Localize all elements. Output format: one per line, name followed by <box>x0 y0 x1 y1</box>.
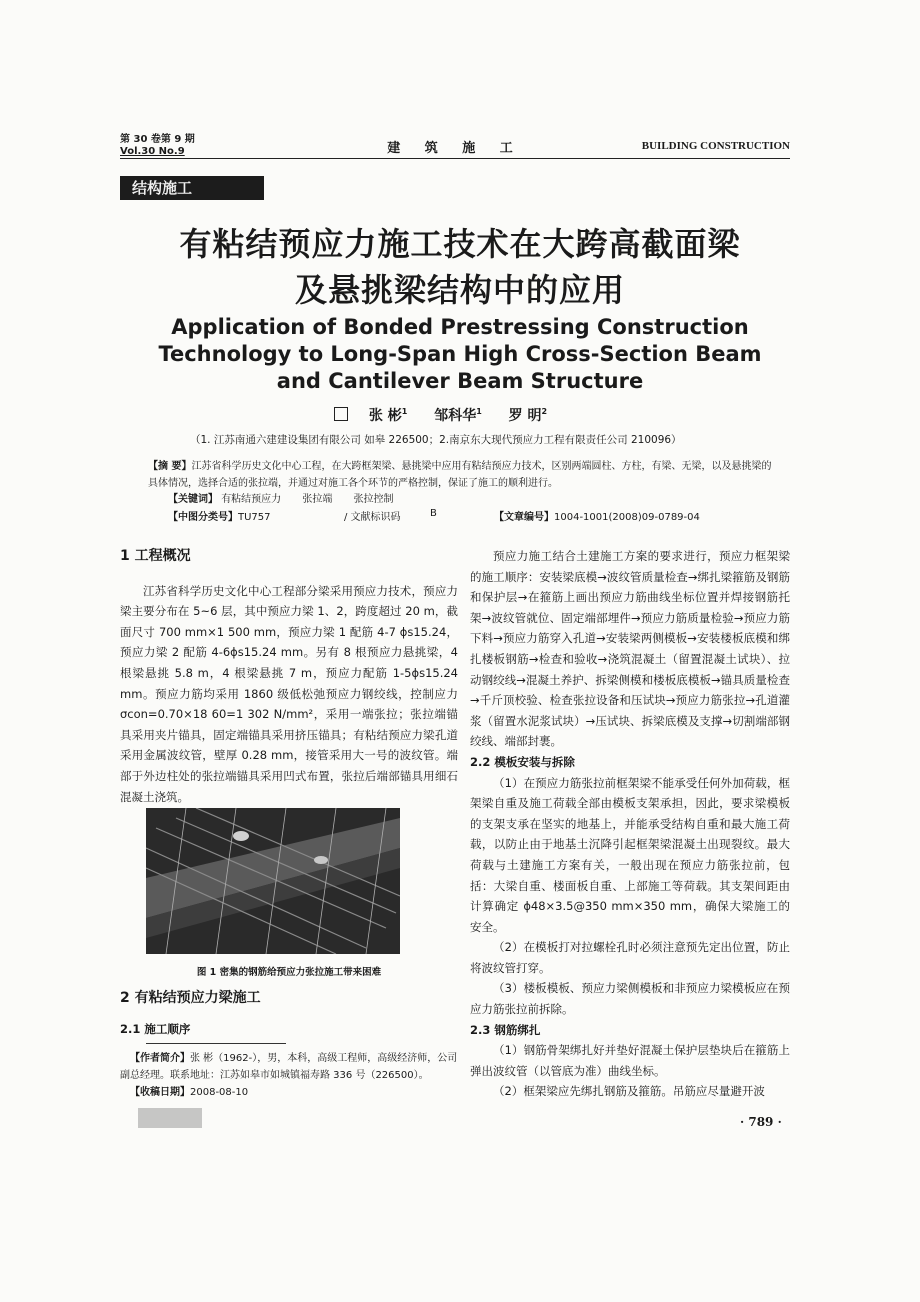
author-sup: 1 <box>476 407 482 417</box>
affiliation: （1. 江苏南通六建建设集团有限公司 如皋 226500；2.南京东大现代预应力工程有限责任公司 210096） <box>190 434 682 446</box>
header-rule <box>120 158 790 159</box>
title-zh-line2: 及悬挑梁结构中的应用 <box>294 271 625 309</box>
abstract <box>148 458 778 492</box>
title-en-line1: Application of Bonded Prestressing Construction <box>171 315 749 339</box>
volume-info <box>120 134 195 158</box>
journal-name-zh: 建 筑 施 工 <box>387 141 523 156</box>
author-name: 张 彬 <box>368 408 402 424</box>
footnote <box>120 1050 458 1101</box>
section-1-heading: 1 工程概况 <box>120 548 191 564</box>
received-label: 【收稿日期】 <box>130 1087 190 1098</box>
doc-code-label: / 文献标识码 <box>344 512 401 523</box>
formwork-paragraph-1: （1）在预应力筋张拉前框架梁不能承受任何外加荷载，框架梁自重及施工荷载全部由模板支架承担，因此，要求梁模板的支架支承在坚实的地基上，并能承受结构自重和最大施工荷载，以防止由于地基土沉降引起框架梁混凝土出现裂纹。最大荷载与土建施工方案有关，一般出现在预应力筋张拉前，包括：大梁自重、楼面板自重、上部施工等荷载。其支架间距由计算确定 ϕ48×3.5@350 mm×350 mm，确保大梁施工的安全。 <box>470 775 790 934</box>
volume-en: Vol.30 No.9 <box>120 146 185 157</box>
keyword: 张拉控制 <box>353 494 394 505</box>
keywords <box>168 490 412 505</box>
rebar-paragraph-2: （2）框架梁应先绑扎钢筋及箍筋。吊筋应尽量避开波 <box>493 1084 765 1099</box>
figure-1-caption: 图 1 密集的钢筋给预应力张拉施工带来困难 <box>196 967 382 978</box>
keyword: 有粘结预应力 <box>221 494 282 505</box>
bio-label: 【作者简介】 <box>130 1053 190 1064</box>
rebar-paragraph-1: （1）钢筋骨架绑扎好并垫好混凝土保护层垫块后在箍筋上弹出波纹管（以管底为准）曲线坐标。 <box>470 1043 790 1078</box>
left-column <box>120 546 458 807</box>
section-2-heading: 2 有粘结预应力梁施工 <box>120 990 261 1006</box>
abstract-text: 江苏省科学历史文化中心工程，在大跨框架梁、悬挑梁中应用有粘结预应力技术，区别两端圆柱、方柱，有梁、无梁，以及悬挑梁的具体情况，选择合适的张拉端，并通过对施工各个环节的严格控制，保证了施工的顺利进行。 <box>148 461 772 489</box>
section-1-paragraph: 江苏省科学历史文化中心工程部分梁采用预应力技术，预应力梁主要分布在 5~6 层，其中预应力梁 1、2，跨度超过 20 m，截面尺寸 700 mm×1 500 mm，预应力梁 1 配筋 4-7 ϕs15.24，预应力梁 2 配筋 4-6ϕs15.24 mm。另有 8 根预应力悬挑梁，4 根梁悬挑 5.8 m，4 根梁悬挑 7 m，预应力配筋 1-5ϕs15.24 mm。预应力筋均采用 1860 级低松弛预应力钢绞线，控制应力 σcon=0.70×18 60=1 302 N/mm²，采用一端张拉；张拉端锚具采用夹片锚具，固定端锚具采用挤压锚具；有粘结预应力梁孔道采用金属波纹管，壁厚 0.28 mm，接管采用大一号的波纹管。端部于外边柱处的张拉端锚具采用凹式布置，张拉后端部锚具用细石混凝土浇筑。 <box>120 583 458 804</box>
journal-name-en: BUILDING CONSTRUCTION <box>641 140 790 152</box>
section-tag: 结构施工 <box>120 176 264 200</box>
title-zh-line1: 有粘结预应力施工技术在大跨高截面梁 <box>179 225 741 263</box>
article-number: 【文章编号】1004-1001(2008)09-0789-04 <box>494 512 700 523</box>
keywords-label: 【关键词】 <box>168 494 218 505</box>
keyword: 张拉端 <box>302 494 333 505</box>
volume-zh: 第 30 卷第 9 期 <box>120 134 195 145</box>
right-column <box>470 546 790 1102</box>
page-number: · 789 · <box>740 1115 782 1129</box>
rebar-photo-icon <box>146 808 400 954</box>
clc-number: 【中图分类号】TU757 <box>168 512 271 523</box>
abstract-label: 【摘 要】 <box>148 461 192 472</box>
section-2-block <box>120 988 458 1039</box>
author-name: 罗 明 <box>508 408 542 424</box>
subsection-2-1-heading: 2.1 施工顺序 <box>120 1021 191 1036</box>
received-date: 2008-08-10 <box>190 1087 249 1098</box>
title-en-line2: Technology to Long-Span High Cross-Section Beam <box>158 342 762 366</box>
construction-sequence-paragraph: 预应力施工结合土建施工方案的要求进行，预应力框架梁的施工顺序：安装梁底模→波纹管质量检查→绑扎梁箍筋及钢筋和保护层→在箍筋上画出预应力筋曲线坐标位置并焊接钢筋托架→波纹管就位、固定端部埋件→预应力筋质量检验→预应力筋下料→预应力筋穿入孔道→安装梁两侧模板→安装楼板底模和绑扎楼板钢筋→检查和验收→浇筑混凝土（留置混凝土试块）、拉动钢绞线→混凝土养护、拆梁侧模和楼板底模板→锚具质量检查→千斤顶校验、检查张拉设备和压试块→预应力筋张拉→孔道灌浆（留置水泥浆试块）→压试块、拆梁底模及支撑→切割端部钢绞线、端部封裹。 <box>470 549 790 749</box>
author-sup: 2 <box>541 407 548 417</box>
doc-code: B <box>430 508 437 519</box>
author-name: 邹科华 <box>434 408 477 424</box>
checkbox-square-icon <box>334 407 348 421</box>
scan-smudge <box>138 1108 202 1128</box>
authors <box>334 405 569 425</box>
formwork-paragraph-3: （3）楼板模板、预应力梁侧模板和非预应力梁模板应在预应力筋张拉前拆除。 <box>470 981 790 1017</box>
footnote-rule <box>146 1043 286 1044</box>
author-bio: 张 彬（1962-），男，本科，高级工程师，高级经济师，公司副总经理。联系地址：江苏如皋市如城镇福寿路 336 号（226500）。 <box>120 1053 458 1081</box>
subsection-2-3-heading: 2.3 钢筋绑扎 <box>470 1022 541 1037</box>
figure-1-photo <box>146 808 400 954</box>
author-sup: 1 <box>401 407 408 417</box>
formwork-paragraph-2: （2）在模板打对拉螺栓孔时必须注意预先定出位置，防止将波纹管打穿。 <box>470 940 790 975</box>
subsection-2-2-heading: 2.2 模板安装与拆除 <box>470 754 575 769</box>
title-en-line3: and Cantilever Beam Structure <box>276 369 644 393</box>
